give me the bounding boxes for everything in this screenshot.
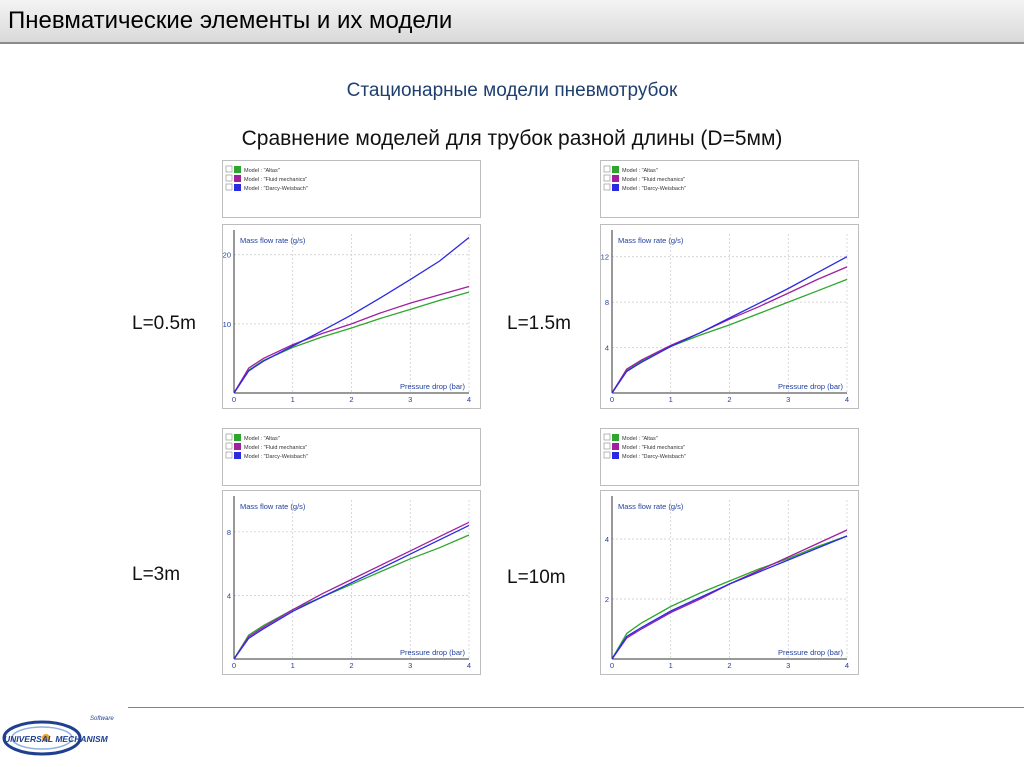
x-tick-label: 4	[466, 661, 472, 670]
plot-area	[600, 490, 859, 675]
x-tick-label: 4	[466, 395, 472, 404]
x-tick-label: 0	[231, 661, 237, 670]
legend-label: Model : "Darcy-Weisbach"	[622, 454, 686, 460]
panel-label-1: L=0.5m	[132, 313, 196, 334]
x-tick-label: 4	[844, 395, 850, 404]
x-tick-label: 0	[609, 661, 615, 670]
x-tick-label: 3	[786, 395, 791, 404]
y-axis-label: Mass flow rate (g/s)	[240, 236, 306, 245]
x-tick-label: 1	[290, 661, 295, 670]
y-axis-label: Mass flow rate (g/s)	[240, 502, 306, 511]
x-axis-label: Pressure drop (bar)	[777, 648, 843, 657]
x-tick-label: 0	[609, 395, 615, 404]
legend-box	[600, 160, 859, 218]
panel-label-3: L=3m	[132, 564, 181, 585]
y-tick-label: 4	[604, 343, 609, 353]
legend-label: Model : "Fluid mechanics"	[622, 177, 686, 183]
footer-divider	[128, 707, 1024, 708]
legend-box	[222, 160, 481, 218]
legend-box	[222, 428, 481, 486]
panel-label-4: L=10m	[507, 567, 566, 588]
legend-box	[600, 428, 859, 486]
legend-label: Model : "Darcy-Weisbach"	[622, 186, 686, 192]
title-bar	[0, 0, 1024, 44]
legend-label: Model : "Fluid mechanics"	[244, 445, 308, 451]
legend-label: Model : "Darcy-Weisbach"	[244, 454, 308, 460]
x-axis-label: Pressure drop (bar)	[399, 382, 465, 391]
plot-area	[600, 224, 859, 409]
x-tick-label: 1	[290, 395, 295, 404]
y-tick-label: 8	[226, 527, 231, 537]
x-tick-label: 1	[668, 661, 673, 670]
logo-text: UNIVERSAL MECHANISM	[4, 734, 108, 744]
plot-area	[222, 224, 481, 409]
logo-tag: Software	[90, 716, 114, 722]
x-tick-label: 0	[231, 395, 237, 404]
logo	[2, 708, 120, 766]
x-tick-label: 2	[349, 661, 354, 670]
slide-heading: Сравнение моделей для трубок разной длины (D=5мм)	[241, 127, 783, 150]
y-axis-label: Mass flow rate (g/s)	[618, 502, 684, 511]
y-tick-label: 2	[604, 595, 609, 604]
x-tick-label: 3	[786, 661, 791, 670]
y-tick-label: 12	[600, 252, 609, 262]
legend-label: Model : "Fluid mechanics"	[622, 445, 686, 451]
y-tick-label: 4	[226, 591, 231, 601]
page-title: Пневматические элементы и их модели	[8, 7, 453, 34]
legend-label: Model : "Altas"	[244, 168, 280, 174]
y-tick-label: 10	[222, 319, 231, 329]
x-tick-label: 3	[408, 661, 413, 670]
legend-label: Model : "Fluid mechanics"	[244, 177, 308, 183]
y-tick-label: 8	[604, 298, 609, 308]
x-axis-label: Pressure drop (bar)	[399, 648, 465, 657]
legend-label: Model : "Darcy-Weisbach"	[244, 186, 308, 192]
x-tick-label: 4	[844, 661, 850, 670]
x-tick-label: 2	[727, 395, 732, 404]
x-axis-label: Pressure drop (bar)	[777, 382, 843, 391]
y-tick-label: 20	[222, 250, 231, 260]
legend-label: Model : "Altas"	[622, 168, 658, 174]
plot-area	[222, 490, 481, 675]
legend-label: Model : "Altas"	[622, 436, 658, 442]
y-axis-label: Mass flow rate (g/s)	[618, 236, 684, 245]
x-tick-label: 3	[408, 395, 413, 404]
slide-subtitle: Стационарные модели пневмотрубок	[346, 80, 678, 101]
x-tick-label: 2	[727, 661, 732, 670]
legend-label: Model : "Altas"	[244, 436, 280, 442]
x-tick-label: 1	[668, 395, 673, 404]
panel-label-2: L=1.5m	[507, 313, 571, 334]
x-tick-label: 2	[349, 395, 354, 404]
y-tick-label: 4	[604, 535, 609, 544]
